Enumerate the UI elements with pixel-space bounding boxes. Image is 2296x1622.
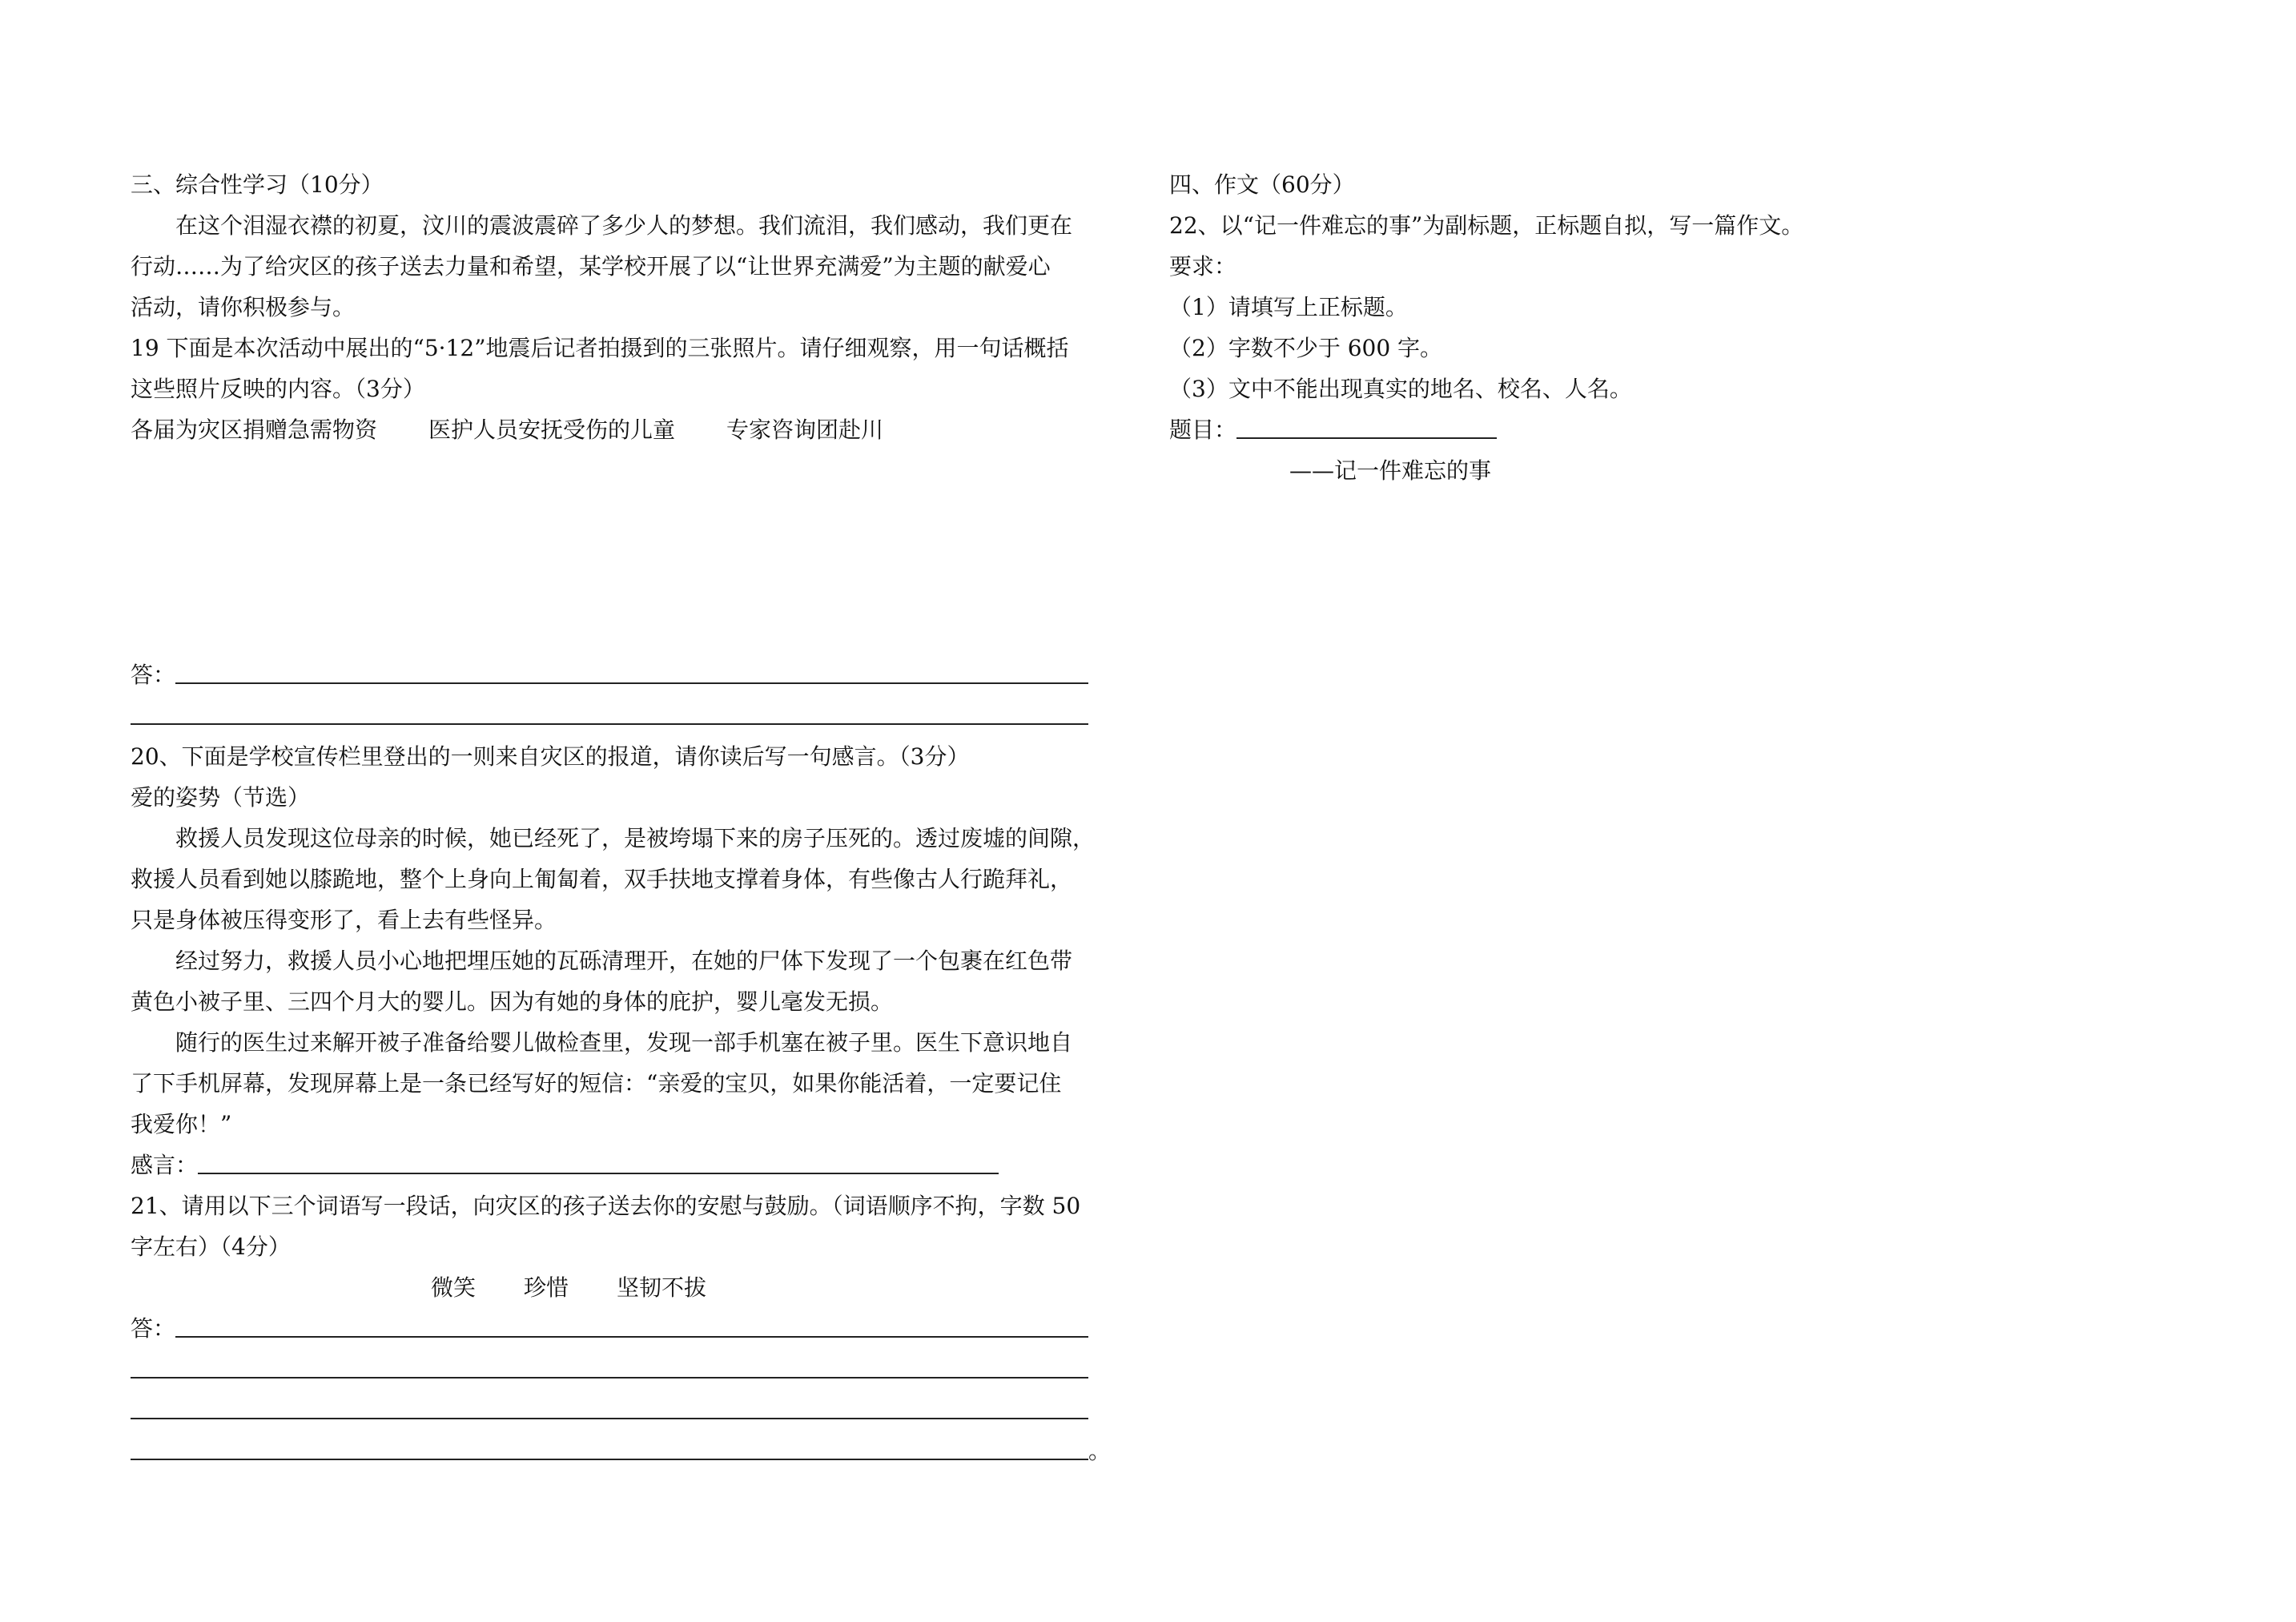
article-p3-line-3: 我爱你！” (131, 1111, 232, 1137)
answer-label: 答： (131, 662, 176, 688)
photo-caption-1: 各届为灾区捐赠急需物资 (131, 417, 378, 443)
essay-title-line[interactable] (1169, 409, 2210, 450)
essay-subtitle: ——记一件难忘的事 (1289, 457, 1492, 484)
keyword-1: 微笑 (431, 1274, 476, 1301)
q20: 20、下面是学校宣传栏里登出的一则来自灾区的报道，请你读后写一句感言。（3分） (131, 743, 970, 770)
intro-line-2: 行动……为了给灾区的孩子送去力量和希望，某学校开展了以“让世界充满爱”为主题的献爱心 (131, 253, 1051, 280)
requirements-label: 要求： (1169, 253, 1237, 280)
q21-answer-line-4[interactable] (131, 1431, 1140, 1471)
essay-title-blank[interactable] (1236, 436, 1497, 439)
answer-blank[interactable] (175, 1334, 1088, 1338)
answer-label: 答： (131, 1315, 176, 1342)
requirement-3: （3）文中不能出现真实的地名、校名、人名。 (1169, 376, 1632, 402)
article-p2-line-1: 经过努力，救援人员小心地把埋压她的瓦砾清理开，在她的尸体下发现了一个包裹在红色带 (175, 948, 1073, 974)
requirement-2: （2）字数不少于 600 字。 (1169, 335, 1443, 361)
photo-captions (131, 409, 1140, 450)
keyword-2: 珍惜 (524, 1274, 569, 1301)
feeling-label: 感言： (131, 1152, 199, 1178)
title-label: 题目： (1169, 417, 1237, 443)
left-column (131, 164, 1140, 1471)
q21-answer-line-3[interactable] (131, 1390, 1140, 1431)
answer-blank[interactable] (175, 681, 1088, 684)
q21-answer-line-1[interactable] (131, 1308, 1140, 1349)
section4-title: 四、作文（60分） (1169, 171, 1355, 198)
answer-blank[interactable] (131, 722, 1088, 725)
feeling-blank[interactable] (198, 1171, 999, 1174)
intro-line-1: 在这个泪湿衣襟的初夏，汶川的震波震碎了多少人的梦想。我们流泪，我们感动，我们更在 (175, 212, 1073, 239)
requirement-1: （1）请填写上正标题。 (1169, 294, 1408, 320)
article-p3-line-1: 随行的医生过来解开被子准备给婴儿做检查里，发现一部手机塞在被子里。医生下意识地自 (175, 1029, 1073, 1056)
q21-line-1: 21、请用以下三个词语写一段话，向灾区的孩子送去你的安慰与鼓励。（词语顺序不拘，字数 50 (131, 1193, 1081, 1219)
article-p1-line-2: 救援人员看到她以膝跪地，整个上身向上匍匐着，双手扶地支撑着身体，有些像古人行跪拜礼， (131, 866, 1073, 892)
photo-caption-2: 医护人员安抚受伤的儿童 (428, 417, 676, 443)
photo-caption-3: 专家咨询团赴川 (726, 417, 884, 443)
feeling-line[interactable] (131, 1145, 1140, 1185)
answer-blank[interactable] (131, 1375, 1088, 1378)
intro-line-3: 活动，请你积极参与。 (131, 294, 356, 320)
q21-answer-line-2[interactable] (131, 1349, 1140, 1390)
q19-line-2: 这些照片反映的内容。（3分） (131, 376, 425, 402)
article-p1-line-1: 救援人员发现这位母亲的时候，她已经死了，是被垮塌下来的房子压死的。透过废墟的间隙， (175, 825, 1096, 851)
q19-answer-line-2[interactable] (131, 695, 1140, 736)
q19-line-1: 19 下面是本次活动中展出的“5·12”地震后记者拍摄到的三张照片。请仔细观察，用一句话概括 (131, 335, 1069, 361)
article-p3-line-2: 了下手机屏幕，发现屏幕上是一条已经写好的短信：“亲爱的宝贝，如果你能活着，一定要记住 (131, 1070, 1062, 1097)
q22: 22、以“记一件难忘的事”为副标题，正标题自拟，写一篇作文。 (1169, 212, 1804, 239)
photo-area (131, 450, 1140, 654)
article-title: 爱的姿势（节选） (131, 784, 311, 811)
keywords (131, 1267, 1140, 1308)
article-p2-line-2: 黄色小被子里、三四个月大的婴儿。因为有她的身体的庇护，婴儿毫发无损。 (131, 988, 894, 1015)
q19-answer-line-1[interactable] (131, 654, 1140, 695)
q21-line-2: 字左右）（4分） (131, 1234, 291, 1260)
section3-title: 三、综合性学习（10分） (131, 171, 384, 198)
answer-blank[interactable] (131, 1416, 1088, 1419)
keyword-3: 坚韧不拔 (617, 1274, 707, 1301)
right-column (1169, 164, 2210, 491)
end-mark: 。 (1088, 1438, 1112, 1464)
answer-blank[interactable] (131, 1457, 1088, 1460)
article-p1-line-3: 只是身体被压得变形了，看上去有些怪异。 (131, 907, 557, 933)
